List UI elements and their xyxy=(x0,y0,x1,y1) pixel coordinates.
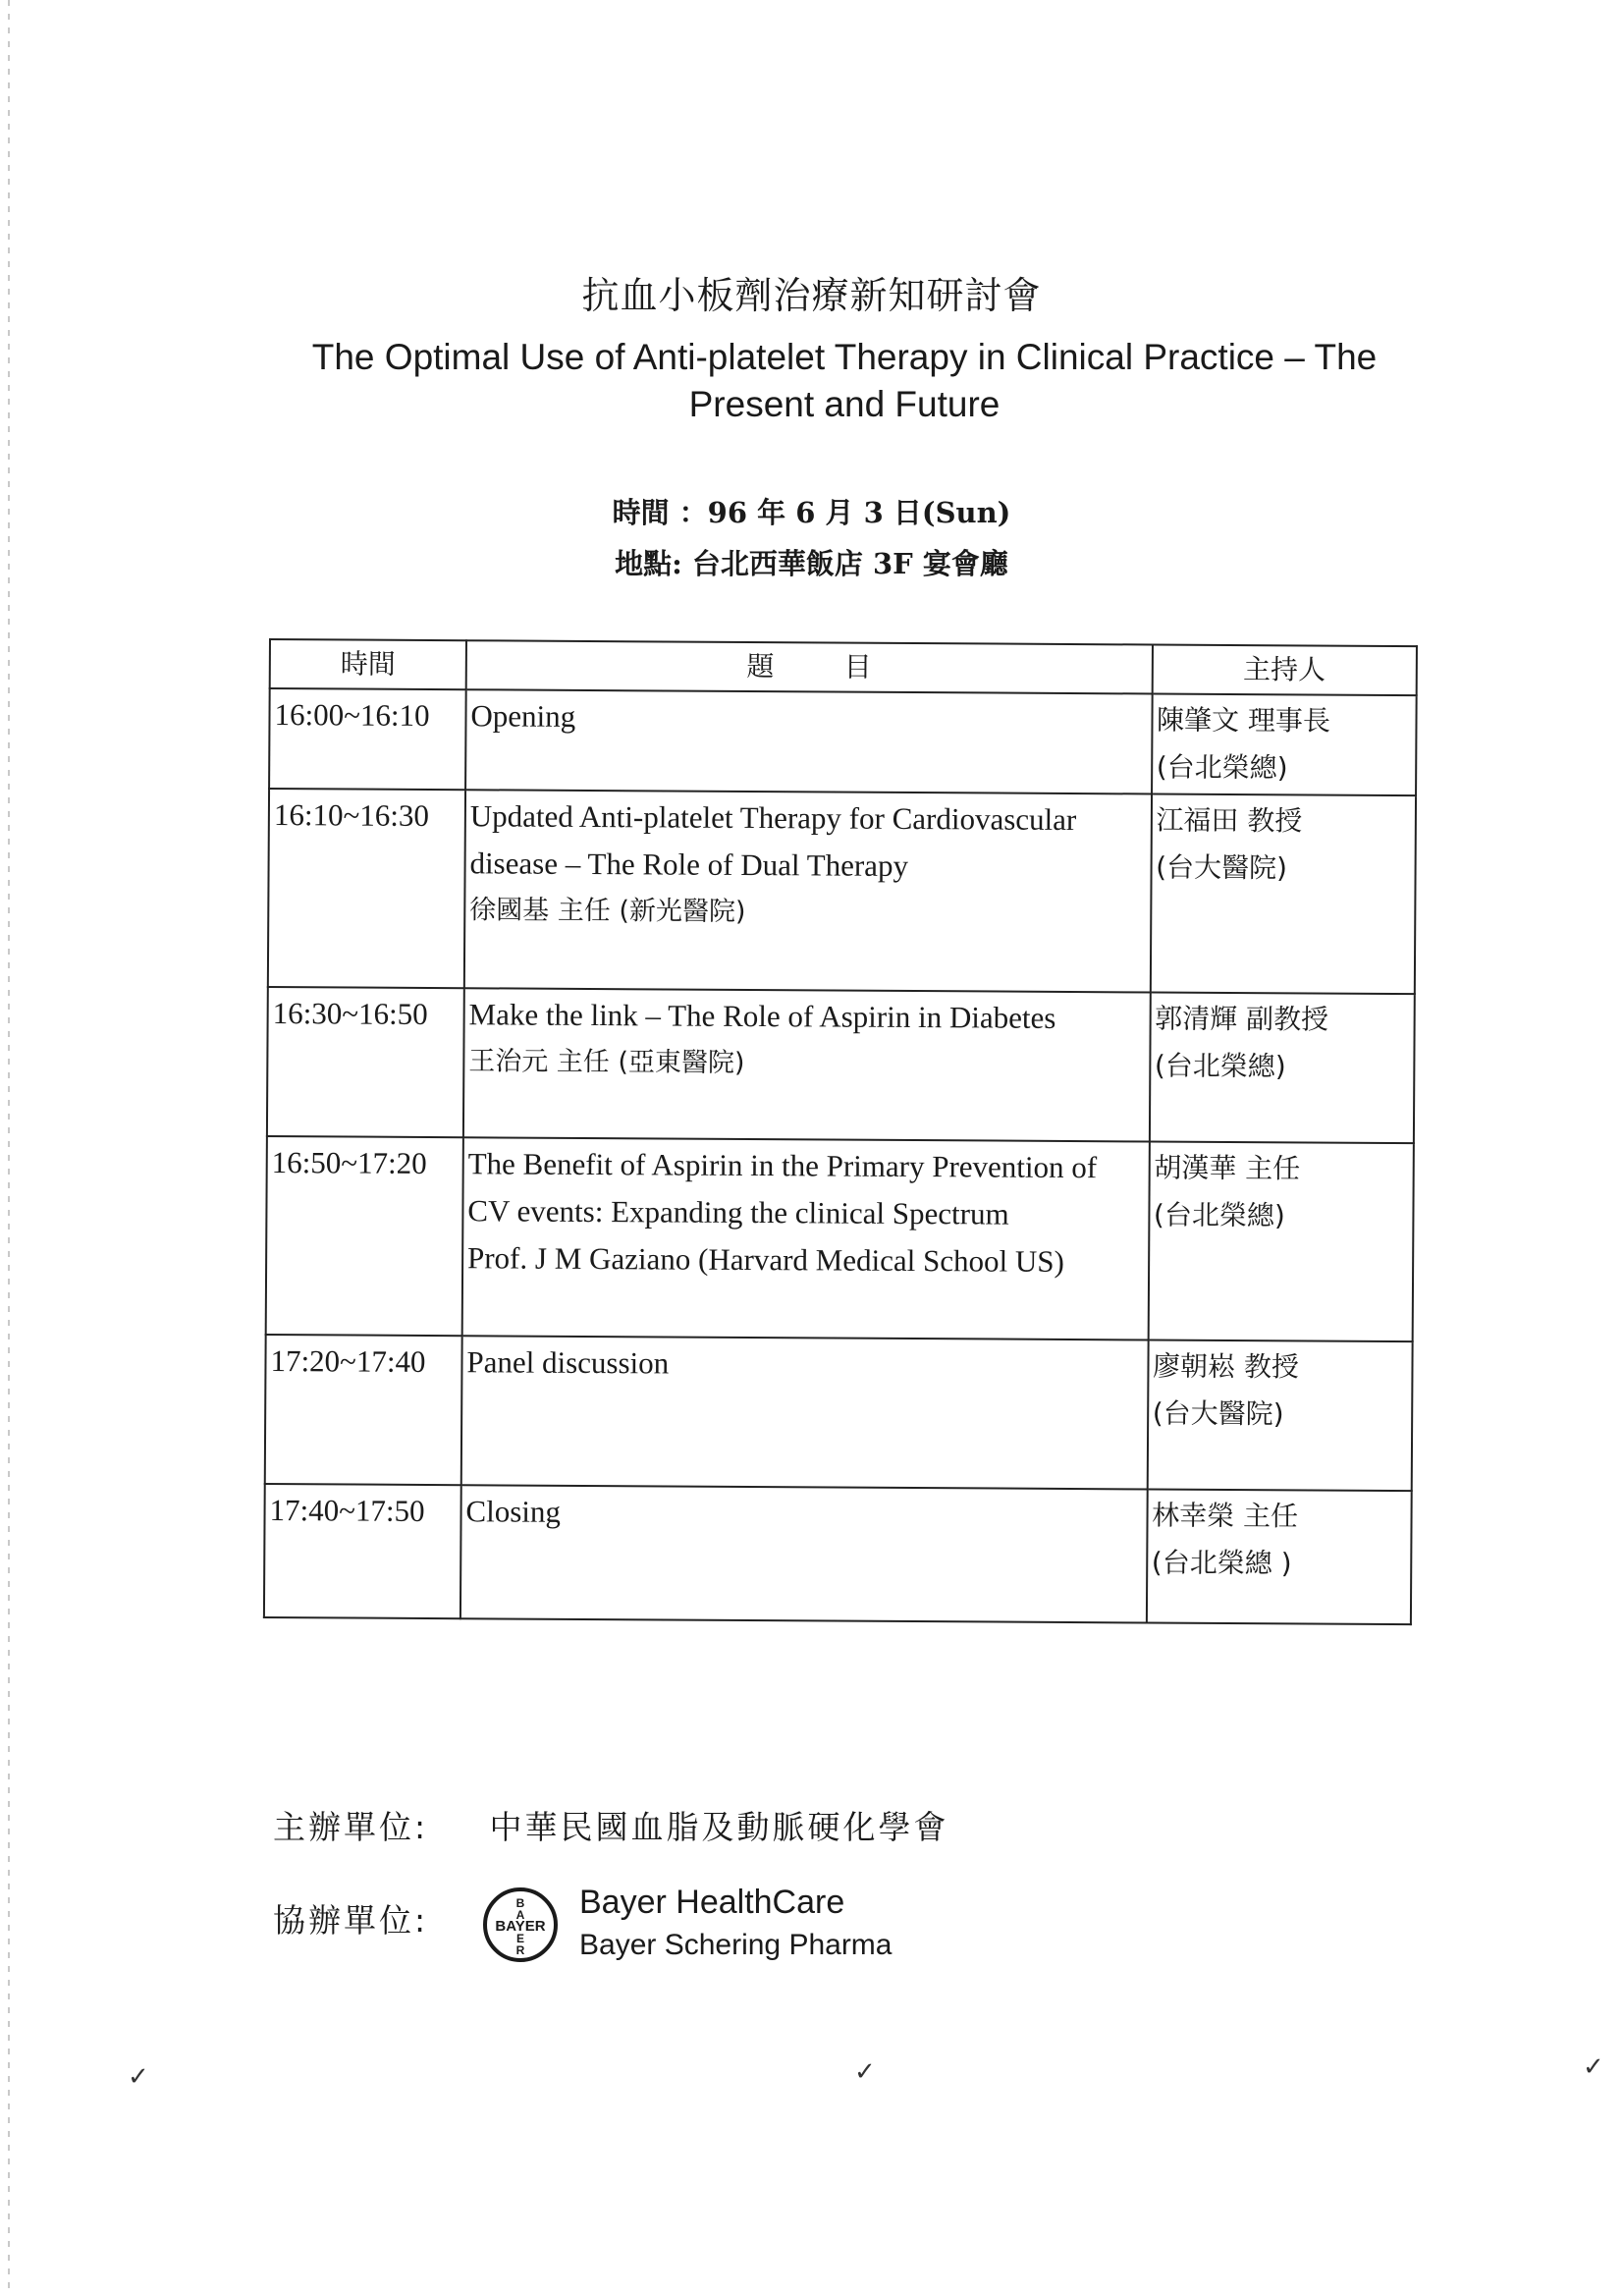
row-host xyxy=(1147,1339,1412,1491)
table-header-row xyxy=(270,639,1417,695)
host-name: 江福田 教授 xyxy=(1156,803,1303,838)
row-host xyxy=(1148,1141,1414,1341)
row-topic xyxy=(464,790,1152,992)
organizer-label: 主辦單位: xyxy=(273,1808,429,1846)
agenda-table xyxy=(263,638,1418,1625)
svg-text:B: B xyxy=(515,1896,525,1910)
scan-edge xyxy=(8,0,10,2296)
svg-text:R: R xyxy=(515,1943,525,1957)
header-host: 主持人 xyxy=(1152,644,1417,695)
topic-title: The Benefit of Aspirin in the Primary Prevention of CV events: Expanding the clinical Spectrum xyxy=(467,1146,1098,1231)
row-host xyxy=(1149,992,1414,1143)
co-organizer-line xyxy=(273,1895,479,1941)
scan-speck: ✓ xyxy=(1583,2052,1604,2082)
row-host xyxy=(1152,693,1417,795)
row-time: 16:50~17:20 xyxy=(266,1136,463,1336)
header-time: 時間 xyxy=(270,639,466,689)
speaker: 王治元 主任 (亞東醫院) xyxy=(468,1046,745,1078)
topic-title: Panel discussion xyxy=(466,1344,670,1381)
organizer-name: 中華民國血脂及動脈硬化學會 xyxy=(489,1808,949,1846)
table-row xyxy=(269,688,1417,795)
host-name: 林幸榮 主任 xyxy=(1152,1499,1299,1533)
organizer-line xyxy=(273,1802,949,1848)
row-topic xyxy=(460,1485,1147,1622)
co-organizer-label: 協辦單位: xyxy=(273,1901,429,1940)
host-org: (台大醫院) xyxy=(1156,850,1288,885)
host-org: (台大醫院) xyxy=(1152,1396,1284,1431)
topic-title: Make the link – The Role of Aspirin in Diabetes xyxy=(468,997,1056,1035)
table-row xyxy=(264,1484,1412,1624)
host-name: 胡漢華 主任 xyxy=(1154,1151,1301,1185)
bayer-healthcare-text: Bayer HealthCare xyxy=(579,1884,845,1921)
host-org: (台北榮總 ) xyxy=(1151,1546,1292,1580)
row-host xyxy=(1150,793,1416,994)
topic-title: Updated Anti-platelet Therapy for Cardiovascular disease – The Role of Dual Therapy xyxy=(469,798,1077,883)
row-topic xyxy=(463,988,1151,1141)
host-org: (台北榮總) xyxy=(1156,750,1288,785)
host-name: 郭清輝 副教授 xyxy=(1155,1002,1329,1036)
host-name: 陳肇文 理事長 xyxy=(1156,703,1331,738)
table-row xyxy=(265,1335,1413,1491)
bayer-cross-logo xyxy=(481,1886,560,1964)
row-topic xyxy=(465,689,1152,793)
topic-title: Opening xyxy=(470,698,576,734)
bayer-schering-text: Bayer Schering Pharma xyxy=(579,1929,893,1961)
host-org: (台北榮總) xyxy=(1153,1198,1285,1232)
event-time: 時間 ：96 年 6 月 3 日(Sun) xyxy=(612,496,1011,529)
event-venue: 地點: 台北西華飯店 3F 宴會廳 xyxy=(615,547,1008,580)
logo-text: BAYER xyxy=(495,1918,546,1935)
title-chinese: 抗血小板劑治療新知研討會 xyxy=(581,274,1042,317)
svg-text:E: E xyxy=(515,1932,525,1945)
table-row xyxy=(268,789,1416,994)
svg-text:A: A xyxy=(515,1908,525,1922)
row-time: 17:40~17:50 xyxy=(264,1484,461,1618)
header-topic: 題 目 xyxy=(466,640,1153,693)
row-time: 16:30~16:50 xyxy=(267,987,464,1137)
scan-speck: ✓ xyxy=(128,2062,149,2092)
table-row xyxy=(267,987,1415,1143)
host-org: (台北榮總) xyxy=(1154,1049,1286,1083)
scan-speck: ✓ xyxy=(854,2057,876,2087)
row-topic xyxy=(461,1336,1149,1489)
row-topic xyxy=(462,1137,1150,1339)
topic-title: Closing xyxy=(465,1494,562,1529)
row-time: 16:00~16:10 xyxy=(269,688,466,790)
host-name: 廖朝崧 教授 xyxy=(1152,1349,1300,1384)
row-host xyxy=(1146,1489,1411,1624)
row-time: 17:20~17:40 xyxy=(265,1335,462,1485)
title-english: The Optimal Use of Anti-platelet Therapy in Clinical Practice – The Present and Future xyxy=(311,337,1378,424)
table-row xyxy=(266,1136,1414,1341)
speaker: 徐國基 主任 (新光醫院) xyxy=(469,895,746,927)
row-time: 16:10~16:30 xyxy=(268,789,465,988)
speaker: Prof. J M Gaziano (Harvard Medical School US) xyxy=(466,1240,1064,1279)
